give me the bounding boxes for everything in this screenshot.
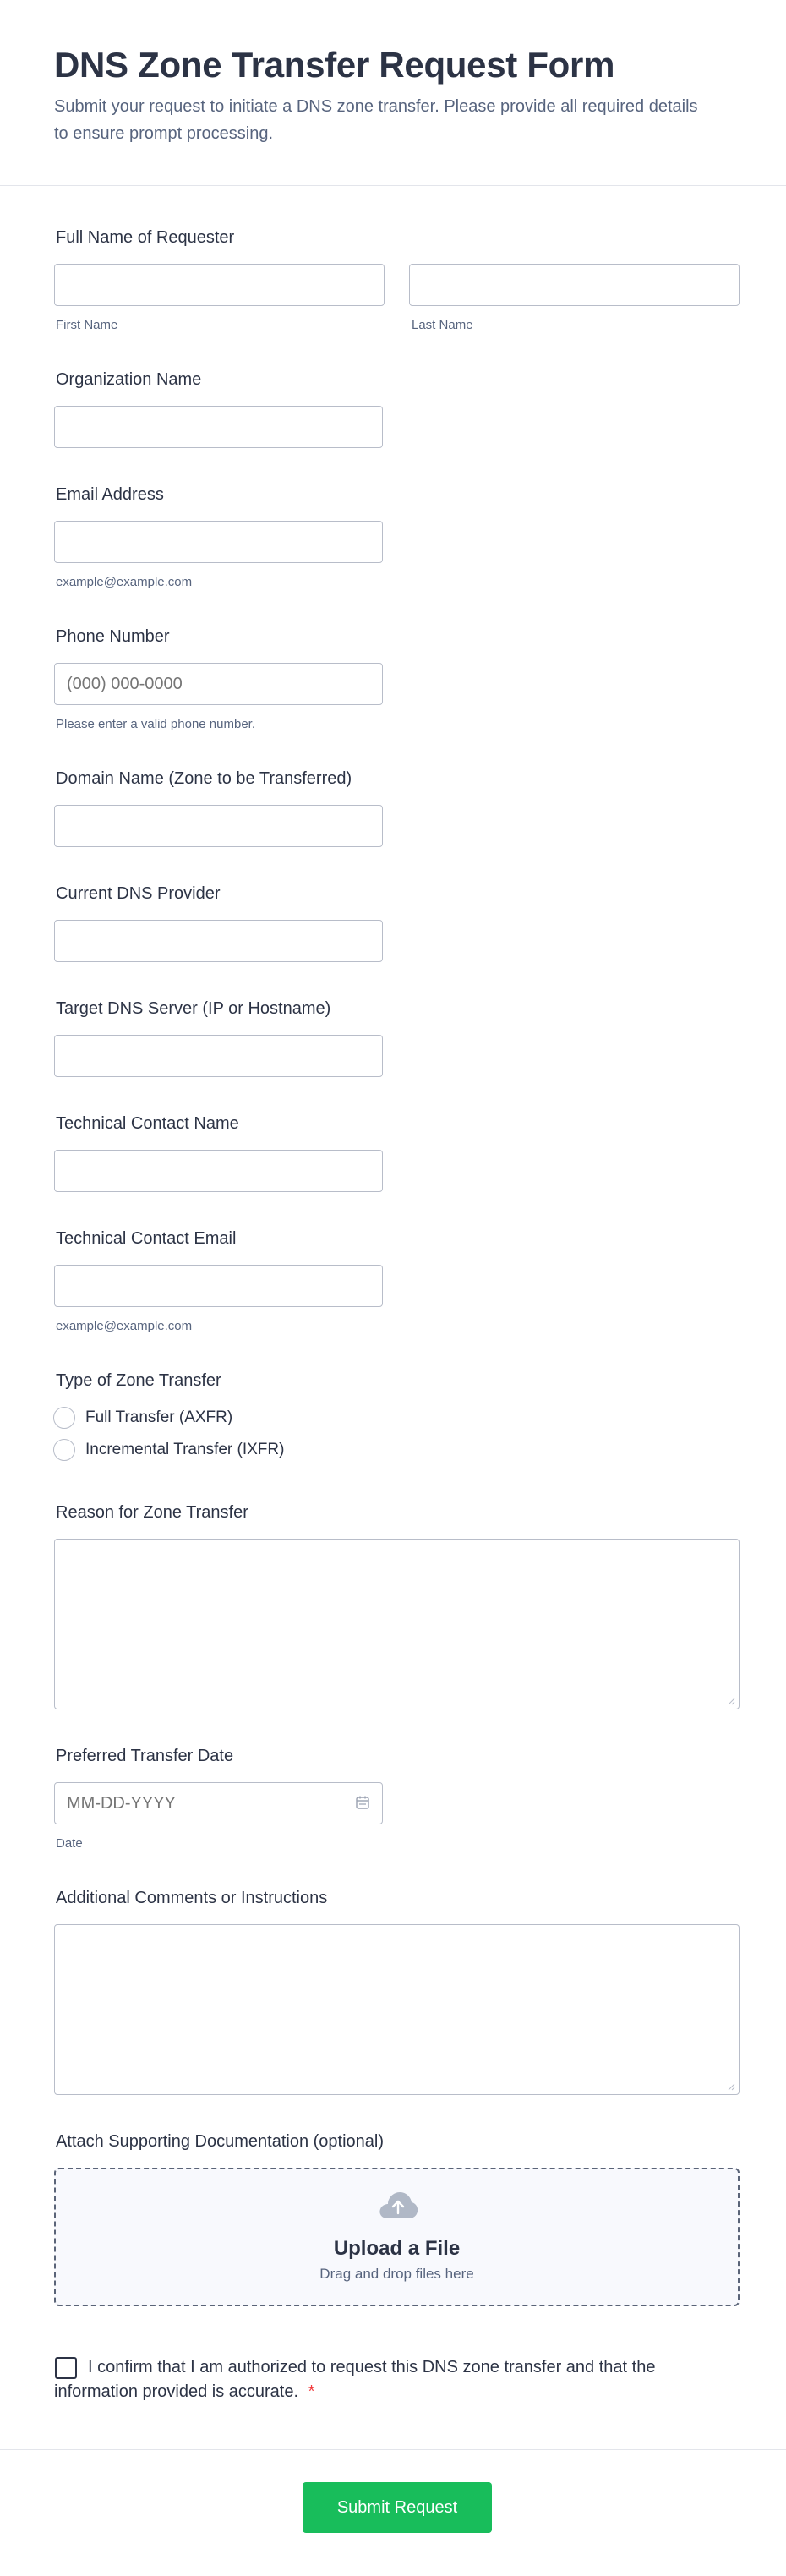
domain-input[interactable] (54, 805, 383, 847)
form-header (0, 0, 786, 186)
submit-button[interactable]: Submit Request (303, 2482, 492, 2533)
dns-provider-input[interactable] (54, 920, 383, 962)
last-name-sublabel: Last Name (412, 318, 473, 332)
tech-email-sublabel: example@example.com (56, 1319, 193, 1333)
first-name-sublabel: First Name (56, 318, 118, 332)
required-asterisk: * (308, 2382, 315, 2401)
radio-axfr[interactable] (53, 1407, 75, 1429)
confirm-text[interactable]: I confirm that I am authorized to request this DNS zone transfer and that the information provided is accurate. (54, 2358, 656, 2401)
footer-divider (0, 2449, 786, 2450)
email-sublabel: example@example.com (56, 575, 193, 589)
reason-textarea[interactable] (54, 1539, 740, 1709)
phone-sublabel: Please enter a valid phone number. (56, 717, 255, 731)
last-name-input[interactable] (409, 264, 740, 306)
upload-hint: Drag and drop files here (319, 2266, 474, 2282)
transfer-type-label: Type of Zone Transfer (56, 1371, 221, 1390)
email-input[interactable] (54, 521, 383, 563)
resize-handle-icon[interactable] (727, 2082, 735, 2091)
radio-axfr-label[interactable]: Full Transfer (AXFR) (85, 1408, 233, 1426)
target-server-input[interactable] (54, 1035, 383, 1077)
radio-ixfr[interactable] (53, 1439, 75, 1461)
comments-label: Additional Comments or Instructions (56, 1889, 328, 1907)
date-sublabel: Date (56, 1836, 83, 1851)
tech-contact-name-input[interactable] (54, 1150, 383, 1192)
file-upload-dropzone[interactable] (54, 2168, 740, 2306)
target-server-label: Target DNS Server (IP or Hostname) (56, 999, 331, 1018)
dns-provider-label: Current DNS Provider (56, 884, 221, 903)
domain-label: Domain Name (Zone to be Transferred) (56, 769, 352, 788)
email-label: Email Address (56, 485, 164, 504)
confirm-text-block (54, 2355, 696, 2404)
date-label: Preferred Transfer Date (56, 1747, 234, 1765)
tech-contact-name-label: Technical Contact Name (56, 1114, 239, 1133)
tech-contact-email-label: Technical Contact Email (56, 1229, 237, 1248)
cloud-upload-icon (378, 2190, 418, 2220)
page-subtitle: Submit your request to initiate a DNS zone transfer. Please provide all required details to ensure prompt processing. (54, 97, 698, 143)
attachment-label: Attach Supporting Documentation (optional) (56, 2132, 385, 2151)
radio-ixfr-label[interactable]: Incremental Transfer (IXFR) (85, 1441, 285, 1458)
comments-textarea[interactable] (54, 1924, 740, 2095)
calendar-icon[interactable] (355, 1795, 370, 1810)
date-input[interactable] (54, 1782, 383, 1824)
tech-contact-email-input[interactable] (54, 1265, 383, 1307)
resize-handle-icon[interactable] (727, 1697, 735, 1705)
reason-label: Reason for Zone Transfer (56, 1503, 248, 1522)
first-name-input[interactable] (54, 264, 385, 306)
organization-input[interactable] (54, 406, 383, 448)
phone-label: Phone Number (56, 627, 170, 646)
organization-label: Organization Name (56, 370, 202, 389)
phone-input[interactable] (54, 663, 383, 705)
full-name-label: Full Name of Requester (56, 228, 235, 247)
upload-title: Upload a File (333, 2237, 461, 2260)
page-title: DNS Zone Transfer Request Form (54, 45, 615, 85)
